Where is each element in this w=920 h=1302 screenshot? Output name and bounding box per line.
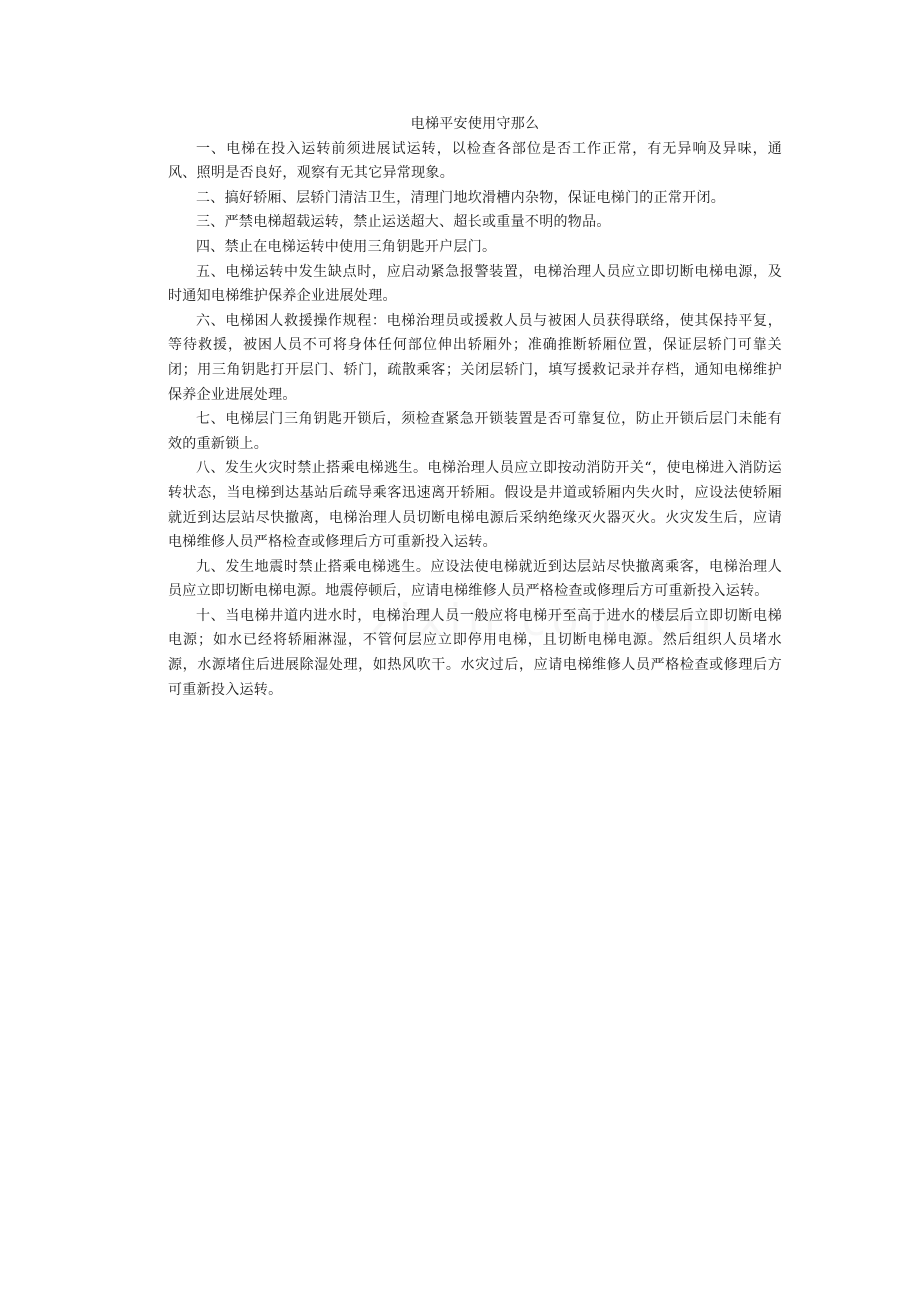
paragraph-7: 七、电梯层门三角钥匙开锁后，须检查紧急开锁装置是否可靠复位，防止开锁后层门未能有效的重新锁上。 [168, 411, 782, 452]
paragraph-2: 二、搞好轿厢、层轿门清洁卫生，清理门地坎滑槽内杂物，保证电梯门的正常开闭。 [196, 189, 726, 206]
paragraph-9: 九、发生地震时禁止搭乘电梯逃生。应设法使电梯就近到达层站尽快撤离乘客，电梯治理人员应立即切断电梯电源。地震停顿后，应请电梯维修人员严格检查或修理后方可重新投入运转。 [168, 558, 782, 600]
paragraph-8: 八、发生火灾时禁止搭乘电梯逃生。电梯治理人员应立即按动消防开关“，使电梯进入消防运转状态，当电梯到达基站后疏导乘客迅速离开轿厢。假设是井道或轿厢内失火时，应设法使轿厢就近到达层站尽快撤离，电梯治理人员切断电梯电源后采纳绝缘灭火器灭火。火灾发生后，应请电梯维修人员严格检查或修理后方可重新投入运转。 [168, 460, 782, 551]
paragraph-6: 六、电梯困人救援操作规程：电梯治理员或援救人员与被困人员获得联络，使其保持平复，等待救援，被困人员不可将身体任何部位伸出轿厢外；准确推断轿厢位置，保证层轿门可靠关闭；用三角钥匙打开层门、轿门，疏散乘客；关闭层轿门，填写援救记录并存档，通知电梯维护保养企业进展处理。 [168, 312, 782, 403]
paragraph-4: 四、禁止在电梯运转中使用三角钥匙开户层门。 [196, 238, 497, 255]
paragraph-1: 一、电梯在投入运转前须进展试运转，以检查各部位是否工作正常，有无异响及异味，通风、照明是否良好，观察有无其它异常现象。 [168, 140, 782, 182]
document-body [168, 112, 782, 702]
document-title: 电梯平安使用守那么 [410, 116, 540, 132]
paragraph-10: 十、当电梯井道内进水时，电梯治理人员一般应将电梯开至高于进水的楼层后立即切断电梯电源；如水已经将轿厢淋湿，不管何层应立即停用电梯，且切断电梯电源。然后组织人员堵水源，水源堵住后进展除湿处理，如热风吹干。水灾过后，应请电梯维修人员严格检查或修理后方可重新投入运转。 [168, 607, 782, 698]
paragraph-5: 五、电梯运转中发生缺点时，应启动紧急报警装置，电梯治理人员应立即切断电梯电源，及时通知电梯维护保养企业进展处理。 [168, 263, 782, 305]
paragraph-3: 三、严禁电梯超载运转，禁止运送超大、超长或重量不明的物品。 [196, 214, 611, 231]
